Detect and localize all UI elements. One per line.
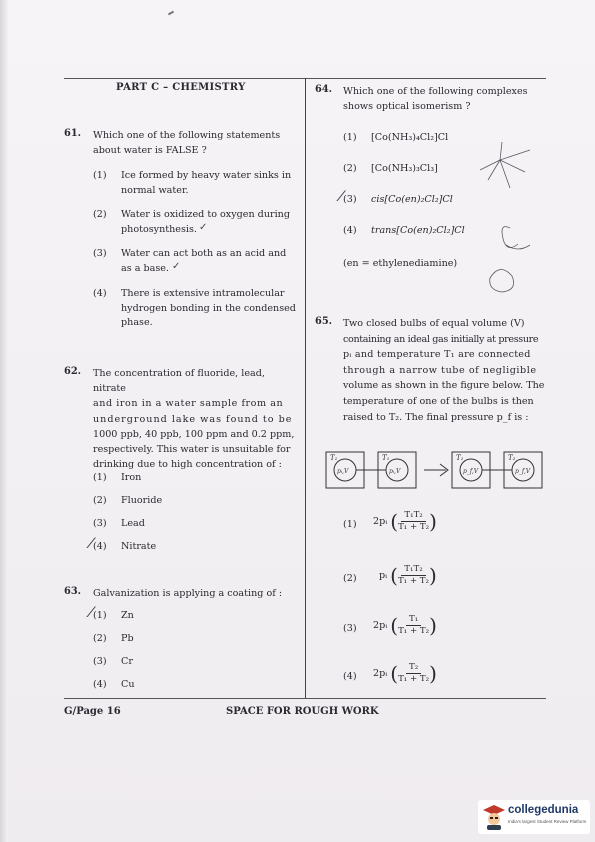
coefficient: 2pᵢ (373, 620, 388, 631)
q62-text-line: underground lake was found to be (93, 413, 293, 425)
option-expression (373, 662, 437, 685)
paren-close-icon: ) (429, 613, 437, 638)
q61-option-3[interactable] (93, 247, 303, 277)
page-edge-shadow (0, 0, 8, 842)
q64-text-line: Which one of the following complexes (343, 86, 528, 97)
option-number: (3) (93, 656, 107, 667)
fraction (398, 564, 429, 587)
option-expression (373, 614, 437, 637)
paren-open-icon: ( (390, 661, 399, 686)
option-number: (2) (93, 495, 107, 506)
option-text: Fluoride (121, 495, 163, 506)
option-number: (4) (93, 541, 107, 552)
q63-number: 63. (64, 586, 82, 597)
bulb-label: p_f,V (463, 468, 479, 475)
q62-option-1[interactable] (93, 471, 193, 486)
en-note: (en = ethylenediamine) (343, 258, 458, 269)
handwritten-scribbles (440, 110, 560, 310)
q64-number: 64. (315, 84, 333, 95)
option-number: (4) (93, 679, 107, 690)
option-number: (2) (93, 209, 107, 220)
q65-text-line: raised to T₂. The final pressure p_f is : (343, 411, 529, 423)
fraction (398, 614, 429, 637)
q65-option-3[interactable] (343, 614, 503, 646)
option-line: There is extensive intramolecular (121, 288, 285, 299)
q62-number: 62. (64, 366, 82, 377)
option-number: (1) (93, 472, 107, 483)
option-text: Pb (121, 633, 134, 644)
option-number: (4) (343, 225, 357, 236)
q65-text-line: containing an ideal gas initially at pressure (343, 333, 539, 345)
paren-close-icon: ) (429, 661, 437, 686)
fraction-numerator: T₁T₂ (401, 564, 425, 576)
option-line: Water is oxidized to oxygen during (121, 209, 290, 220)
option-text: cis[Co(en)₂Cl₂]Cl (371, 194, 453, 205)
tick-mark-icon: ⁄ (90, 536, 93, 552)
logo-tagline: India's largest Student Review Platform (508, 819, 587, 824)
part-heading: PART C – CHEMISTRY (116, 82, 246, 93)
q61-text-line: Which one of the following statements (93, 130, 281, 141)
tick-mark-icon: ⁄ (340, 189, 343, 205)
checkmark-icon: ✓ (172, 261, 181, 272)
page-number: G/Page 16 (64, 706, 121, 717)
option-number: (1) (343, 132, 357, 143)
coefficient: pᵢ (379, 570, 388, 581)
q61-text (93, 128, 280, 158)
option-text (121, 169, 291, 198)
option-number: (1) (93, 610, 107, 621)
paren-open-icon: ( (390, 509, 399, 534)
option-text: Zn (121, 610, 134, 621)
option-text: Iron (121, 472, 142, 483)
rough-work-label: SPACE FOR ROUGH WORK (226, 706, 379, 717)
option-text: Cu (121, 679, 135, 690)
option-number: (3) (93, 248, 107, 259)
fraction (398, 662, 429, 685)
coefficient: 2pᵢ (373, 668, 388, 679)
column-divider (305, 78, 306, 698)
paren-close-icon: ) (429, 509, 437, 534)
fraction-denominator: T₁ + T₂ (397, 576, 429, 586)
option-text: [Co(NH₃)₄Cl₂]Cl (371, 132, 449, 143)
bulb-label: pᵢ,V (337, 468, 349, 475)
temp-label: T₁ (330, 454, 338, 462)
q65-text-line: through a narrow tube of negligible (343, 364, 537, 376)
q62-option-4[interactable] (93, 540, 193, 555)
logo-brand-text: collegedunia (508, 804, 579, 816)
q63-option-3[interactable] (93, 655, 173, 670)
option-expression (373, 510, 437, 533)
option-number: (2) (93, 633, 107, 644)
q65-text-line: Two closed bulbs of equal volume (V) (343, 318, 525, 329)
option-number: (2) (343, 573, 357, 584)
bottom-rule (64, 698, 546, 699)
q65-text-line: temperature of one of the bulbs is then (343, 395, 534, 407)
q63-text: Galvanization is applying a coating of : (93, 588, 283, 599)
q62-text-line: The concentration of fluoride, lead, nitrate (93, 368, 265, 395)
option-text: Cr (121, 656, 133, 667)
arrow-icon (424, 464, 448, 476)
option-line: normal water. (121, 184, 189, 196)
paren-open-icon: ( (390, 563, 398, 588)
bulb-label: p_f,V (515, 468, 531, 475)
bulb-label: pᵢ,V (389, 468, 401, 475)
option-text: Nitrate (121, 541, 157, 552)
option-line: phase. (121, 317, 153, 328)
q61-number: 61. (64, 128, 82, 139)
fraction-denominator: T₁ + T₂ (398, 626, 430, 636)
q62-text-line: respectively. This water is unsuitable for (93, 444, 291, 456)
temp-label: T₁ (382, 454, 390, 462)
q61-option-1[interactable] (93, 169, 303, 199)
option-line: as a base. (121, 262, 169, 274)
pencil-mark (168, 11, 174, 16)
q65-text (343, 316, 548, 425)
q63-option-2[interactable] (93, 632, 173, 647)
two-bulb-figure (324, 448, 546, 494)
q62-text-line: and iron in a water sample from an (93, 398, 284, 410)
collegedunia-logo (478, 800, 590, 834)
q65-option-2[interactable] (343, 564, 503, 596)
q62-option-3[interactable] (93, 517, 193, 532)
q62-option-2[interactable] (93, 494, 193, 509)
q61-option-4[interactable] (93, 287, 303, 332)
option-line: hydrogen bonding in the condensed (121, 302, 296, 314)
fraction-numerator: T₁T₂ (401, 510, 425, 522)
option-text (121, 287, 296, 331)
option-text: trans[Co(en)₂Cl₂]Cl (371, 225, 465, 236)
option-number: (1) (93, 170, 107, 181)
option-line: photosynthesis. (121, 223, 197, 235)
checkmark-icon: ✓ (199, 222, 208, 233)
q61-option-2[interactable] (93, 208, 303, 238)
option-number: (4) (343, 671, 357, 682)
q64-text-line: shows optical isomerism ? (343, 101, 471, 112)
fraction-denominator: T₁ + T₂ (398, 522, 430, 532)
option-number: (2) (343, 163, 357, 174)
q65-text-line: volume as shown in the figure below. The (343, 380, 545, 392)
option-text (121, 247, 286, 276)
paren-close-icon: ) (428, 563, 437, 588)
q65-option-4[interactable] (343, 662, 503, 694)
coefficient: 2pᵢ (373, 516, 388, 527)
student-avatar-icon (482, 804, 506, 830)
fraction (398, 510, 429, 533)
q65-number: 65. (315, 316, 333, 327)
option-line: Ice formed by heavy water sinks in (121, 170, 292, 181)
paren-open-icon: ( (390, 613, 399, 638)
q65-text-line: pᵢ and temperature T₁ are connected (343, 349, 531, 361)
q62-text-line: 1000 ppb, 40 ppb, 100 ppm and 0.2 ppm, (93, 428, 295, 440)
q61-text-line: about water is FALSE ? (93, 145, 207, 156)
q62-text (93, 366, 299, 472)
fraction-denominator: T₁ + T₂ (398, 674, 430, 684)
option-expression (373, 564, 437, 587)
option-text: [Co(NH₃)₃Cl₃] (371, 163, 438, 174)
q65-option-1[interactable] (343, 510, 503, 542)
option-number: (1) (343, 519, 357, 530)
tick-mark-icon: ⁄ (90, 605, 93, 621)
option-line: Water can act both as an acid and (121, 248, 287, 259)
fraction-numerator: T₁ (406, 614, 421, 626)
option-number: (3) (343, 194, 357, 205)
option-text: Lead (121, 518, 145, 529)
option-number: (3) (343, 623, 357, 634)
temp-label: T₂ (508, 454, 516, 462)
q62-text-line: drinking due to high concentration of : (93, 459, 282, 471)
q63-option-1[interactable] (93, 609, 173, 624)
option-number: (4) (93, 288, 107, 299)
option-number: (3) (93, 518, 107, 529)
temp-label: T₁ (456, 454, 464, 462)
q63-option-4[interactable] (93, 678, 173, 693)
fraction-numerator: T₂ (406, 662, 421, 674)
